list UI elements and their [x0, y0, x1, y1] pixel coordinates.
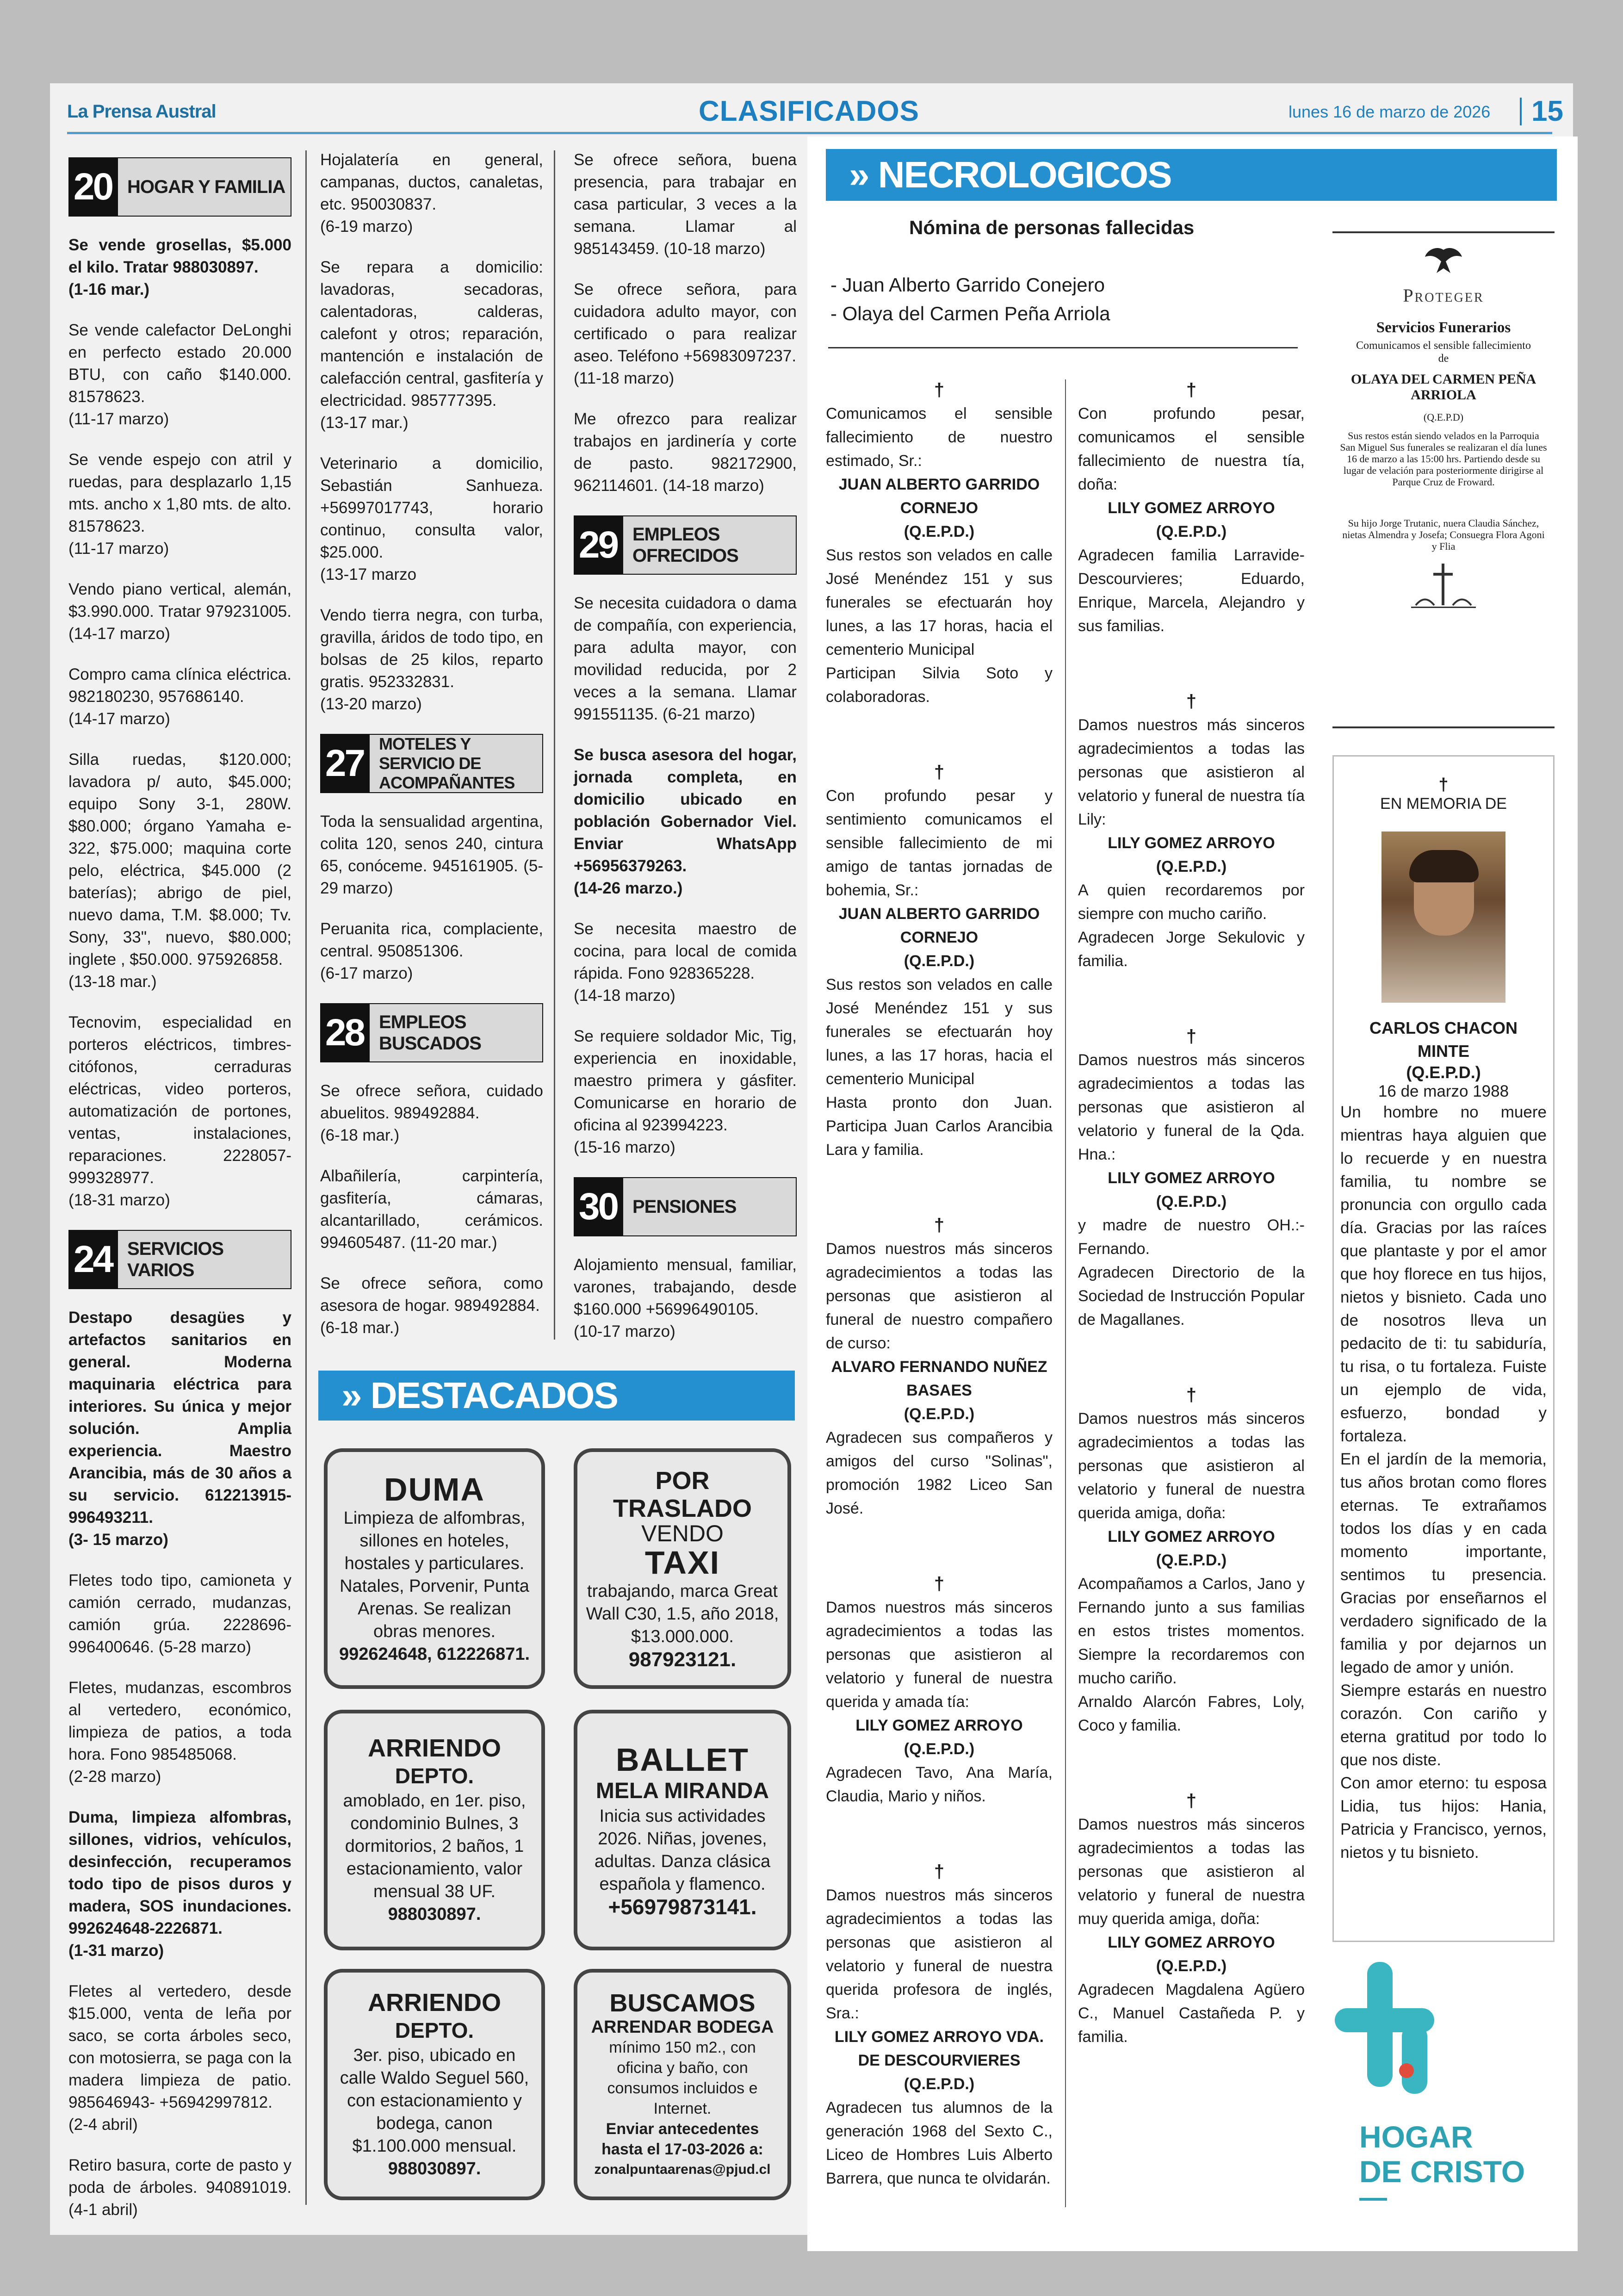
obituary-notice: [1078, 1384, 1305, 1738]
ad-text: Se ofrece señora, para cuidadora adulto mayor, con certificado o para realizar aseo. Teléfono +56983097237.: [574, 280, 797, 365]
ad-email: zonalpuntaarenas@pjud.cl: [594, 2162, 771, 2177]
section-heading-27: [320, 734, 543, 793]
obituary-notice: [1078, 690, 1305, 973]
ad-date: (6-18 mar.): [320, 1319, 400, 1337]
classified-ad: [68, 449, 291, 560]
ad-line-1: POR TRASLADO: [613, 1466, 752, 1522]
classified-ad: [574, 408, 797, 497]
section-heading-30: [574, 1177, 797, 1236]
classifieds-column-2: [320, 149, 543, 1358]
obituary-details: Sus restos son velados en calle José Menéndez 151 y sus funerales se efectuarán hoy lunes, a las 17 horas, hacia el cementerio Municipal: [826, 976, 1053, 1088]
cross-icon: †: [934, 762, 945, 782]
ad-text: Se requiere soldador Mic, Tig, experiencia en inoxidable, maestro primera y gásfiter. Comunicarse en horario de oficina al 923994223.: [574, 1027, 797, 1134]
ads-list: [574, 149, 797, 497]
ad-text: Fletes al vertedero, desde $15.000, venta de leña por saco, se corta árboles seco, con motosierra, se paga con la madera limpieza de patio. 985646943- +56942997812.: [68, 1982, 291, 2111]
memoria-text: [1334, 1101, 1553, 1864]
ad-date: (13-20 marzo): [320, 695, 422, 713]
ads-list: [574, 592, 797, 1159]
ad-date: (14-26 marzo.): [574, 879, 683, 897]
classified-ad: [320, 453, 543, 586]
ad-date: (10-17 marzo): [574, 1322, 675, 1340]
obituary-name: LILY GOMEZ ARROYO: [1108, 834, 1275, 852]
obituaries-right: [1078, 379, 1305, 2101]
ad-text: Se vende calefactor DeLonghi en perfecto estado 20.000 BTU, con caño $140.000. 81578623.: [68, 321, 291, 406]
ad-line-2: DEPTO.: [395, 2018, 474, 2042]
ad-text: Silla ruedas, $120.000; lavadora p/ auto, $45.000; equipo Sony 3-1, 280W. $80.000; órgano Yamaha e-322, $75.000; maquina corte pelo, eléctrica, $45.000 (2 baterías); abrigo de piel, nuevo dama, T.M. $8.000; Tv. Sony, 33", nuevo, $80.000; inglete , $50.000. 975926858.: [68, 751, 291, 968]
classified-ad: [68, 1677, 291, 1788]
obituary-qepd: (Q.E.P.D.): [904, 1405, 975, 1423]
obituary-name: JUAN ALBERTO GARRIDO CORNEJO: [838, 476, 1040, 517]
section-name: EMPLEOS OFRECIDOS: [622, 515, 797, 575]
ad-arriendo-1: [324, 1710, 545, 1950]
classified-ad: [68, 578, 291, 645]
funeraria-title: Servicios Funerarios: [1376, 319, 1511, 336]
obituary-details: Agradecen sus compañeros y amigos del curso "Solinas", promoción 1982 Liceo San José.: [826, 1429, 1053, 1517]
section-name: SERVICIOS VARIOS: [117, 1230, 291, 1289]
obituary-details: Agradecen tus alumnos de la generación 1968 del Sexto C., Liceo de Hombres Luis Alberto Barrera, que nunca te olvidarán.: [826, 2099, 1053, 2187]
obituary-intro: Damos nuestros más sinceros agradecimientos a todas las personas que asistieron al velatorio y funeral de la Qda. Hna.:: [1078, 1051, 1305, 1163]
obituary-intro: Damos nuestros más sinceros agradecimientos a todas las personas que asistieron al velatorio y funeral de nuestra tía Lily:: [1078, 716, 1305, 828]
obituary-intro: Damos nuestros más sinceros agradecimientos a todas las personas que asistieron al funeral de nuestro compañero de curso:: [826, 1240, 1053, 1352]
cross-icon: †: [1186, 380, 1197, 400]
section-heading-20: [68, 157, 291, 217]
column-divider: [554, 150, 555, 1340]
obituary-notice: [826, 761, 1053, 1162]
obituary-details: Sus restos son velados en calle José Menéndez 151 y sus funerales se efectuarán hoy lunes, a las 17 horas, hacia el cementerio Municipal: [826, 546, 1053, 658]
classified-ad: [320, 256, 543, 434]
column-divider: [1065, 379, 1066, 2207]
ads-list: [320, 149, 543, 715]
nomina-item: - Juan Alberto Garrido Conejero: [830, 274, 1105, 296]
obituary-name: LILY GOMEZ ARROYO: [1108, 1934, 1275, 1951]
ad-date: (18-31 marzo): [68, 1191, 170, 1209]
ad-date: (6-19 marzo): [320, 217, 413, 236]
funeraria-bottom-rule: [1332, 726, 1555, 728]
obituary-notice: [826, 1572, 1053, 1808]
ad-text: Vendo tierra negra, con turba, gravilla, áridos de todo tipo, en bolsas de 25 kilos, reparto gratis. 952332831.: [320, 606, 543, 691]
obituary-details: Acompañamos a Carlos, Jano y Fernando junto a sus familias en estos tristes momentos. Siempre la recordaremos con mucho cariño.: [1078, 1575, 1305, 1687]
ad-date: (6-18 mar.): [320, 1126, 400, 1144]
dove-icon: [1423, 245, 1464, 282]
obituary-qepd: (Q.E.P.D.): [1156, 523, 1227, 540]
ad-date: (13-17 mar.): [320, 414, 409, 432]
classified-ad: [320, 1165, 543, 1254]
obituary-name: LILY GOMEZ ARROYO VDA. DE DESCOURVIERES: [834, 2028, 1044, 2069]
hogar-cross-icon: [1332, 1960, 1439, 2098]
section-name: PENSIONES: [622, 1177, 797, 1236]
ad-line-3: TAXI: [644, 1544, 720, 1581]
portrait-hair: [1409, 850, 1479, 882]
classified-ad: [574, 279, 797, 390]
ad-phone: 988030897.: [388, 1905, 481, 1924]
classified-ad: [68, 1307, 291, 1551]
obituary-signature: Arnaldo Alarcón Fabres, Loly, Coco y familia.: [1078, 1693, 1305, 1734]
classified-ad: [68, 1011, 291, 1211]
destacados-banner: » DESTACADOS: [318, 1371, 795, 1421]
obituary-name: JUAN ALBERTO GARRIDO CORNEJO: [838, 905, 1040, 946]
cross-icon: †: [1186, 1791, 1197, 1811]
ad-buscamos: [574, 1969, 791, 2200]
cross-flowers-icon: [1406, 561, 1481, 612]
classified-ad: [68, 1570, 291, 1658]
page-header: [67, 95, 1563, 132]
header-rule: [67, 132, 1552, 134]
obituary-details: Agradecen Magdalena Agüero C., Manuel Castañeda P. y familia.: [1078, 1981, 1305, 2046]
ad-phone: 987923121.: [628, 1648, 737, 1671]
classified-ad: [68, 1806, 291, 1962]
obituary-signature: Participan Silvia Soto y colaboradoras.: [826, 664, 1053, 706]
classified-ad: [320, 1272, 543, 1339]
memoria-name: CARLOS CHACON MINTE: [1369, 1018, 1518, 1061]
funeraria-details: Sus restos están siendo velados en la Parroquia San Miguel Sus funerales se realizaran el día lunes 16 de marzo a las 15:00 hrs. Partiendo desde su lugar de velación para posteriormente dirigirse al Parque Cruz de Froward.: [1340, 430, 1547, 488]
ad-line-1: ARRIENDO: [367, 1989, 501, 2017]
ad-text: Veterinario a domicilio, Sebastián Sanhueza. +56997017743, horario continuo, consulta valor, $25.000.: [320, 454, 543, 561]
obituary-notice: [1078, 1789, 1305, 2049]
cross-icon: †: [934, 380, 945, 400]
page-number: 15: [1531, 95, 1563, 127]
ad-line-1: ARRIENDO: [367, 1734, 501, 1762]
section-heading-28: [320, 1003, 543, 1062]
classifieds-column-3: [574, 149, 797, 1361]
ad-text: Se ofrece señora, buena presencia, para trabajar en casa particular, 3 veces a la semana. Llamar al 985143459. (10-18 marzo): [574, 151, 797, 258]
classified-ad: [68, 664, 291, 730]
ad-phone: +56979873141.: [608, 1894, 757, 1919]
ad-ballet: [574, 1710, 791, 1950]
ad-body: amoblado, en 1er. piso, condominio Bulnes, 3 dormitorios, 2 baños, 1 estacionamiento, valor mensual 38 UF.: [343, 1791, 526, 1901]
ad-text: Se necesita maestro de cocina, para local de comida rápida. Fono 928365228.: [574, 920, 797, 982]
obituary-qepd: (Q.E.P.D.): [1156, 1551, 1227, 1569]
ad-date: (3- 15 marzo): [68, 1531, 168, 1549]
ad-date: (14-18 marzo): [574, 987, 675, 1005]
funeraria-intro: Comunicamos el sensible fallecimiento de: [1356, 340, 1531, 365]
memoria-title: EN MEMORIA DE: [1380, 795, 1507, 813]
ad-text: Retiro basura, corte de pasto y poda de árboles. 940891019. (4-1 abril): [68, 2156, 291, 2219]
obituary-notice: [826, 379, 1053, 709]
ad-text: Hojalatería en general, campanas, ductos, canaletas, etc. 950030837.: [320, 151, 543, 213]
section-number: 28: [320, 1003, 369, 1062]
memoria-date: 16 de marzo 1988: [1378, 1082, 1509, 1100]
ad-body: Limpieza de alfombras, sillones en hoteles, hostales y particulares. Natales, Porvenir, Punta Arenas. Se realizan obras menores.: [340, 1508, 529, 1641]
ad-text: Se necesita cuidadora o dama de compañía, con experiencia, para adulta mayor, con movilidad reducida, por 2 veces a la semana. Llamar 991551135. (6-21 marzo): [574, 594, 797, 723]
obituary-name: LILY GOMEZ ARROYO: [855, 1717, 1023, 1734]
section-heading-29: [574, 515, 797, 575]
ad-date: (11-17 marzo): [68, 540, 169, 558]
memoria-paragraph: Un hombre no muere mientras haya alguien que lo recuerde y en nuestra familia, tu nombre se pronuncia con orgullo cada día. Gracias por las raíces que plantaste y por el amor que hoy florece en tus hijos, nietos y bisnieto. Cada uno de nosotros lleva un pedacito de ti: tu sabiduría, tu risa, o tu fortaleza. Fuiste un ejemplo de vida, esfuerzo, bondad y fortaleza.: [1340, 1103, 1547, 1445]
ad-duma: [324, 1448, 545, 1689]
section-number: 24: [68, 1230, 117, 1289]
ad-date: (1-31 marzo): [68, 1942, 164, 1960]
cross-icon: †: [934, 1574, 945, 1594]
nomina-item: - Olaya del Carmen Peña Arriola: [830, 303, 1110, 324]
obituary-intro: Damos nuestros más sinceros agradecimientos a todas las personas que asistieron al velatorio y funeral de nuestra querida profesora de inglés, Sra.:: [826, 1886, 1053, 2022]
ads-list: [320, 1080, 543, 1339]
ad-text: Se ofrece señora, como asesora de hogar. 989492884.: [320, 1274, 543, 1315]
page-date: lunes 16 de marzo de 2026: [1288, 102, 1491, 121]
classified-ad: [574, 592, 797, 726]
ad-arriendo-2: [324, 1969, 545, 2200]
ad-text: Compro cama clínica eléctrica. 982180230, 957686140.: [68, 665, 291, 706]
classified-ad: [68, 234, 291, 301]
ad-body: 3er. piso, ubicado en calle Waldo Seguel 560, con estacionamiento y bodega, canon $1.100.000 mensual.: [340, 2046, 529, 2156]
obituary-intro: Damos nuestros más sinceros agradecimientos a todas las personas que asistieron al velatorio y funeral de nuestra querida amiga, doña:: [1078, 1410, 1305, 1522]
memoria-paragraph: Con amor eterno: tu esposa Lidia, tus hijos: Hania, Patricia y Francisco, yernos, nietos y tu bisnieto.: [1340, 1774, 1547, 1862]
ads-list: [68, 234, 291, 1211]
ad-date: (2-4 abril): [68, 2116, 138, 2134]
ad-date: (2-28 marzo): [68, 1768, 161, 1786]
ad-line-1: BUSCAMOS: [609, 1989, 756, 2017]
classified-ad: [68, 1980, 291, 2136]
classified-ad: [320, 604, 543, 715]
ad-taxi: [574, 1448, 791, 1689]
obituary-qepd: (Q.E.P.D.): [904, 2075, 975, 2093]
obituary-intro: Comunicamos el sensible fallecimiento de nuestro estimado, Sr.:: [826, 405, 1053, 470]
obituary-qepd: (Q.E.P.D.): [904, 952, 975, 970]
ad-text: Se ofrece señora, cuidado abuelitos. 989492884.: [320, 1082, 543, 1122]
obituaries-left: [826, 379, 1053, 2242]
cross-icon: †: [1186, 1385, 1197, 1405]
nomina-rule: [828, 347, 1298, 348]
ad-text: Fletes todo tipo, camioneta y camión cerrado, mudanzas, camión grúa. 2228696-996400646. (5-28 marzo): [68, 1571, 291, 1656]
funeraria-logo: Proteger: [1403, 285, 1484, 306]
ad-line-2: VENDO: [641, 1520, 724, 1546]
section-number: 27: [320, 734, 369, 793]
ad-line-2: ARRENDAR BODEGA: [591, 2017, 774, 2037]
obituary-details: Agradecen familia Larravide- Descourvieres; Eduardo, Enrique, Marcela, Alejandro y sus familias.: [1078, 546, 1305, 635]
ad-text: Vendo piano vertical, alemán, $3.990.000. Tratar 979231005. (14-17 marzo): [68, 580, 291, 643]
classified-ad: [574, 1025, 797, 1159]
ad-date: (14-17 marzo): [68, 710, 170, 728]
obituary-intro: Con profundo pesar y sentimiento comunicamos el sensible fallecimiento de mi amigo de tantas jornadas de bohemia, Sr.:: [826, 787, 1053, 899]
classified-ad: [320, 1080, 543, 1147]
section-number: 20: [68, 157, 117, 217]
funeraria-notice: [1332, 245, 1555, 614]
section-number: 29: [574, 515, 622, 575]
obituary-qepd: (Q.E.P.D.): [1156, 858, 1227, 875]
ad-text: Peruanita rica, complaciente, central. 950851306.: [320, 920, 543, 960]
ad-text: Destapo desagües y artefactos sanitarios en general. Moderna maquinaria eléctrica para interiores. Su única y mejor solución. Amplia experiencia. Maestro Arancibia, más de 30 años a su servicio. 612213915- 996493211.: [68, 1309, 291, 1527]
ad-text: Alojamiento mensual, familiar, varones, trabajando, desde $160.000 +56996490105.: [574, 1256, 797, 1318]
ad-phone: 992624648, 612226871.: [339, 1644, 530, 1664]
ad-line-2: DEPTO.: [395, 1764, 474, 1788]
classifieds-column-1: [68, 157, 291, 2240]
hogar-line-1: HOGAR: [1359, 2120, 1473, 2154]
classified-ad: [574, 918, 797, 1007]
ad-date: (13-18 mar.): [68, 973, 157, 991]
hogar-de-cristo-logo: [1332, 1960, 1555, 2209]
newspaper-brand: La Prensa Austral: [67, 101, 216, 122]
funeraria-top-rule: [1332, 231, 1555, 233]
obituary-qepd: (Q.E.P.D.): [1156, 1193, 1227, 1210]
obituary-intro: Damos nuestros más sinceros agradecimientos a todas las personas que asistieron al velatorio y funeral de nuestra querida y amada tía:: [826, 1599, 1053, 1711]
classified-ad: [68, 2154, 291, 2221]
funeraria-family: Su hijo Jorge Trutanic, nuera Claudia Sánchez, nietas Almendra y Josefa; Consuegra Flora Agoni y Flia: [1342, 517, 1545, 552]
obituary-signature: Hasta pronto don Juan. Participa Juan Carlos Arancibia Lara y familia.: [826, 1094, 1053, 1159]
ad-date: (15-16 marzo): [574, 1138, 675, 1156]
ad-date: (13-17 marzo: [320, 565, 417, 583]
ad-date: (1-16 mar.): [68, 280, 150, 298]
column-divider: [305, 150, 307, 2205]
ad-text: Se repara a domicilio: lavadoras, secadoras, calentadoras, calderas, calefont y otros; reparación, mantención e instalación de calefacción central, gasfitería y electricidad. 985777395.: [320, 258, 543, 410]
cross-icon: †: [1186, 691, 1197, 712]
hogar-underline: [1359, 2198, 1387, 2201]
classified-ad: [574, 149, 797, 260]
ad-date: (6-17 marzo): [320, 964, 413, 982]
section-name: HOGAR Y FAMILIA: [117, 157, 291, 217]
cross-icon: †: [1186, 1026, 1197, 1047]
section-title: CLASIFICADOS: [699, 95, 919, 127]
ad-text: Duma, limpieza alfombras, sillones, vidrios, vehículos, desinfección, recuperamos todo tipo de pisos duros y madera, SOS inundaciones. 992624648-2226871.: [68, 1808, 291, 1937]
header-divider: [1520, 98, 1522, 125]
section-heading-24: [68, 1230, 291, 1289]
obituary-notice: [826, 1214, 1053, 1520]
obituary-intro: Con profundo pesar, comunicamos el sensible fallecimiento de nuestra tía, doña:: [1078, 405, 1305, 493]
obituary-intro: Damos nuestros más sinceros agradecimientos a todas las personas que asistieron al velatorio y funeral de nuestra muy querida amiga, doña:: [1078, 1816, 1305, 1928]
hogar-line-2: DE CRISTO: [1359, 2154, 1525, 2189]
ads-list: [68, 1307, 291, 2221]
ad-title: DUMA: [384, 1471, 485, 1508]
ad-body: trabajando, marca Great Wall C30, 1.5, año 2018, $13.000.000.: [586, 1581, 779, 1646]
section-name: EMPLEOS BUSCADOS: [369, 1003, 543, 1062]
obituary-signature: Agradecen Jorge Sekulovic y familia.: [1078, 929, 1305, 970]
memoria-paragraph: En el jardín de la memoria, tus años brotan como flores eternas. Te extrañamos todos los días y en cada momento importante, sentimos tu presencia. Gracias por enseñarnos el verdadero significado de la familia y por dejarnos un legado de amor y unión.: [1340, 1450, 1547, 1676]
funeraria-deceased-name: OLAYA DEL CARMEN PEÑA ARRIOLA: [1350, 372, 1536, 403]
obituary-details: A quien recordaremos por siempre con mucho cariño.: [1078, 881, 1305, 923]
obituary-qepd: (Q.E.P.D.): [904, 1740, 975, 1758]
portrait-photo: [1381, 832, 1505, 1003]
memoria-notice: [1332, 755, 1555, 1942]
memoria-paragraph: Siempre estarás en nuestro corazón. Con cariño y eterna gratitud por todo lo que nos diste.: [1340, 1682, 1547, 1769]
nomina-title: Nómina de personas fallecidas: [909, 217, 1195, 238]
ad-text: Se vende espejo con atril y ruedas, para desplazarlo 1,15 mts. ancho x 1,80 mts. de alto. 81578623.: [68, 451, 291, 535]
obituary-notice: [1078, 1025, 1305, 1332]
classified-ad: [320, 149, 543, 238]
classified-ad: [574, 1254, 797, 1343]
obituary-name: LILY GOMEZ ARROYO: [1108, 499, 1275, 517]
obituary-name: LILY GOMEZ ARROYO: [1108, 1528, 1275, 1545]
obituary-notice: [826, 1860, 1053, 2191]
obituary-notice: [1078, 379, 1305, 638]
ad-text: Toda la sensualidad argentina, colita 120, senos 240, cintura 65, conóceme. 945161905. (5-29 marzo): [320, 813, 543, 897]
ad-body: Inicia sus actividades 2026. Niñas, jovenes, adultas. Danza clásica española y flamenco.: [594, 1806, 771, 1894]
ad-line-2: MELA MIRANDA: [595, 1778, 769, 1803]
classified-ad: [68, 319, 291, 430]
ad-body: mínimo 150 m2., con oficina y baño, con consumos incluidos e Internet.: [607, 2039, 758, 2117]
obituary-name: LILY GOMEZ ARROYO: [1108, 1169, 1275, 1187]
ad-text: Me ofrezco para realizar trabajos en jardinería y corte de pasto. 982172900, 962114601. (14-18 marzo): [574, 410, 797, 495]
ad-text: Se busca asesora del hogar, jornada completa, en domicilio ubicado en población Gobernador Viel. Enviar WhatsApp +56956379263.: [574, 746, 797, 875]
ad-line-3: Enviar antecedentes hasta el 17-03-2026 a:: [601, 2120, 763, 2158]
cross-icon: †: [934, 1862, 945, 1882]
ad-text: Fletes, mudanzas, escombros al vertedero, económico, limpieza de patios, a toda hora. Fono 985485068.: [68, 1679, 291, 1763]
ad-line-1: BALLET: [615, 1741, 750, 1778]
funeraria-qepd: (Q.E.P.D): [1423, 411, 1464, 423]
section-name: MOTELES Y SERVICIO DE ACOMPAÑANTES: [369, 734, 543, 793]
classified-ad: [574, 744, 797, 900]
nomina-list: [830, 271, 1110, 328]
classified-ad: [68, 749, 291, 993]
obituary-signature: Agradecen Directorio de la Sociedad de Instrucción Popular de Magallanes.: [1078, 1264, 1305, 1328]
cross-icon: †: [1438, 775, 1449, 794]
ad-text: Se vende grosellas, $5.000 el kilo. Tratar 988030897.: [68, 236, 291, 276]
obituary-details: y madre de nuestro OH.:- Fernando.: [1078, 1216, 1305, 1258]
classified-ad: [320, 918, 543, 985]
obituary-qepd: (Q.E.P.D.): [904, 523, 975, 540]
ad-date: (11-18 marzo): [574, 369, 675, 387]
memoria-qepd: (Q.E.P.D.): [1406, 1063, 1481, 1082]
ads-list: [320, 811, 543, 985]
ad-date: (11-17 marzo): [68, 410, 169, 428]
ad-text: Albañilería, carpintería, gasfitería, cámaras, alcantarillado, cerámicos. 994605487. (11-20 mar.): [320, 1167, 543, 1252]
obituary-details: Agradecen Tavo, Ana María, Claudia, Mario y niños.: [826, 1764, 1053, 1805]
ads-list: [574, 1254, 797, 1343]
classified-ad: [320, 811, 543, 900]
necrologicos-banner: » NECROLOGICOS: [826, 149, 1557, 201]
obituary-name: ALVARO FERNANDO NUÑEZ BASAES: [831, 1358, 1047, 1399]
ad-phone: 988030897.: [388, 2159, 481, 2178]
cross-icon: †: [934, 1215, 945, 1235]
obituary-qepd: (Q.E.P.D.): [1156, 1957, 1227, 1975]
section-number: 30: [574, 1177, 622, 1236]
ad-text: Tecnovim, especialidad en porteros eléctricos, timbres- citófonos, cerraduras eléctricas, video porteros, automatización de portones, ventas, instalaciones, reparaciones. 2228057-999328977.: [68, 1013, 291, 1187]
